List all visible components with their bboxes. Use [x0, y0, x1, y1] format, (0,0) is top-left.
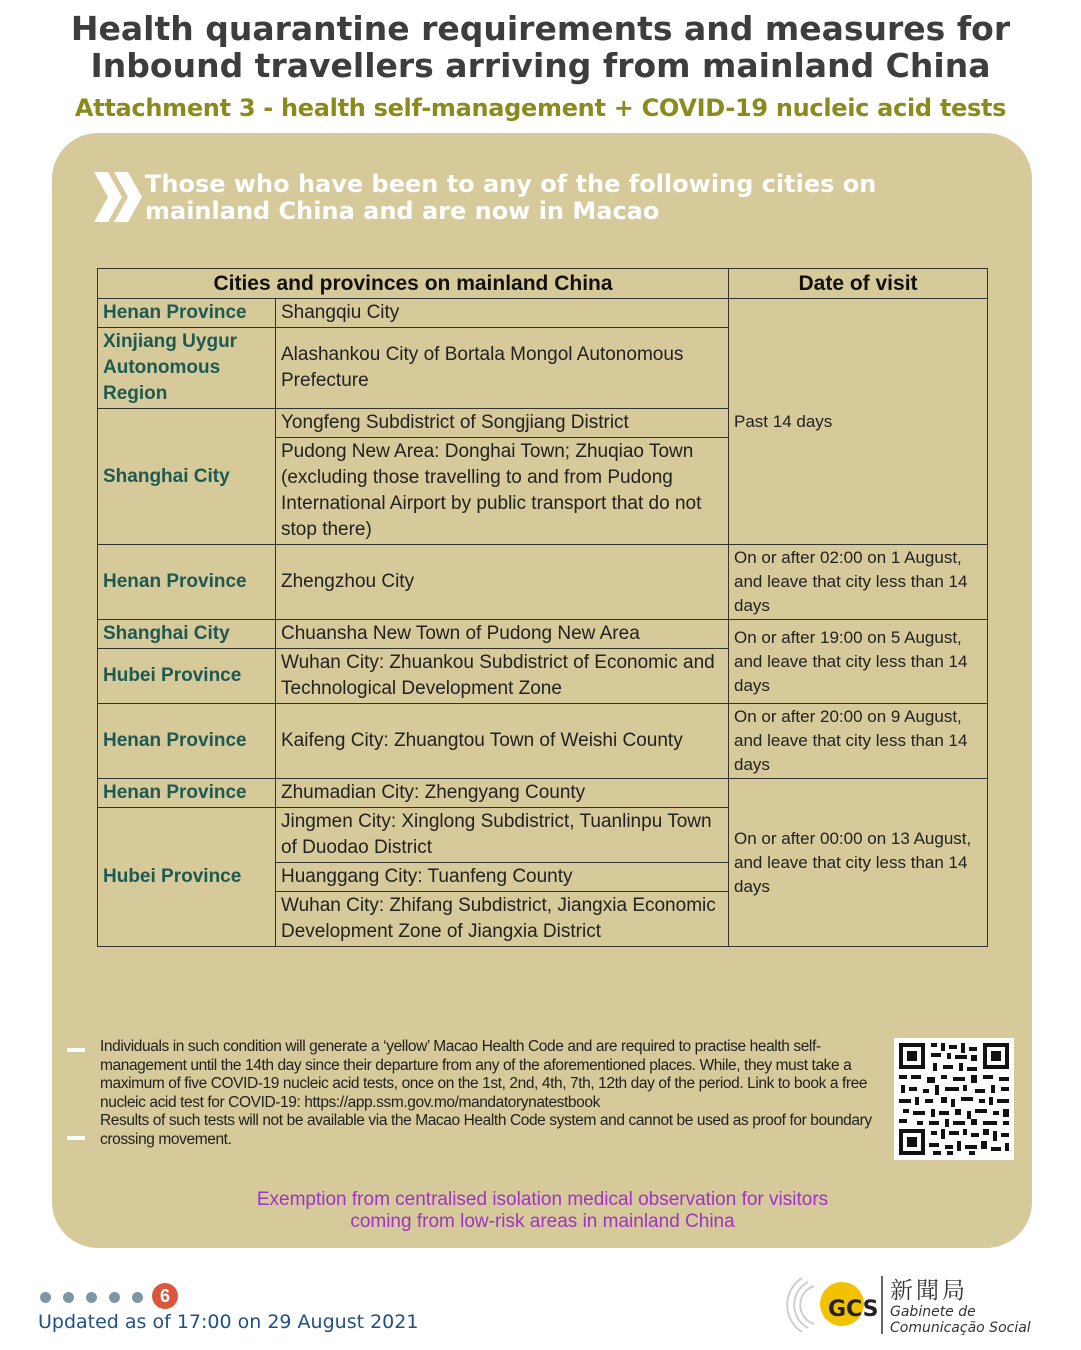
headline-line-1: Those who have been to any of the following cities on — [145, 170, 877, 198]
date-cell: Past 14 days — [729, 299, 988, 545]
city-cell: Wuhan City: Zhuankou Subdistrict of Economic and Technological Development Zone — [276, 649, 729, 704]
updated-timestamp: Updated as of 17:00 on 29 August 2021 — [38, 1311, 419, 1333]
table-row — [98, 704, 988, 779]
logo-portuguese-name — [890, 1304, 1031, 1336]
province-cell: Hubei Province — [98, 808, 276, 947]
province-cell: Shanghai City — [98, 620, 276, 649]
province-cell: Hubei Province — [98, 649, 276, 704]
city-cell: Chuansha New Town of Pudong New Area — [276, 620, 729, 649]
page-dot[interactable] — [40, 1292, 51, 1303]
city-cell: Huanggang City: Tuanfeng County — [276, 863, 729, 892]
province-cell: Shanghai City — [98, 409, 276, 545]
page-dot[interactable] — [132, 1292, 143, 1303]
city-cell: Alashankou City of Bortala Mongol Autonomous Prefecture — [276, 328, 729, 409]
province-cell: Henan Province — [98, 779, 276, 808]
notes — [100, 1038, 890, 1149]
double-chevron-icon — [92, 172, 144, 222]
title-line-1: Health quarantine requirements and measures for — [70, 9, 1011, 48]
header-cities: Cities and provinces on mainland China — [98, 269, 729, 299]
exemption-text — [0, 1189, 1081, 1233]
city-cell: Shangqiu City — [276, 299, 729, 328]
page-dot[interactable] — [86, 1292, 97, 1303]
province-cell: Henan Province — [98, 545, 276, 620]
city-cell: Pudong New Area: Donghai Town; Zhuqiao Town (excluding those travelling to and from Pudong International Airport by public transport that do not stop there) — [276, 438, 729, 545]
bullet-dash — [67, 1048, 85, 1052]
date-cell: On or after 02:00 on 1 August, and leave that city less than 14 days — [729, 545, 988, 620]
logo-pt-line-1: Gabinete de — [890, 1304, 976, 1320]
city-cell: Kaifeng City: Zhuangtou Town of Weishi County — [276, 704, 729, 779]
svg-text:GCS: GCS — [828, 1297, 879, 1322]
table-row — [98, 545, 988, 620]
table-row — [98, 779, 988, 808]
city-cell: Wuhan City: Zhifang Subdistrict, Jiangxia Economic Development Zone of Jiangxia District — [276, 892, 729, 947]
qr-code[interactable] — [894, 1038, 1014, 1160]
province-cell: Henan Province — [98, 299, 276, 328]
city-cell: Zhumadian City: Zhengyang County — [276, 779, 729, 808]
page-dot[interactable] — [109, 1292, 120, 1303]
page-dot[interactable] — [63, 1292, 74, 1303]
logo-chinese-name: 新聞局 — [890, 1278, 968, 1304]
cities-table — [97, 268, 988, 947]
table-row — [98, 620, 988, 649]
city-cell: Yongfeng Subdistrict of Songjiang District — [276, 409, 729, 438]
page-subtitle: Attachment 3 - health self-management + COVID-19 nucleic acid tests — [74, 94, 1007, 122]
exemption-line-1: Exemption from centralised isolation medical observation for visitors — [256, 1189, 829, 1210]
note-2: Results of such tests will not be available via the Macao Health Code system and cannot be used as proof for boundary crossing movement. — [100, 1112, 872, 1148]
date-cell: On or after 19:00 on 5 August, and leave that city less than 14 days — [729, 620, 988, 704]
note-1: Individuals in such condition will generate a ‘yellow’ Macao Health Code and are required to practise health self-management until the 14th day since their departure from any of the aforementioned places. While, they must take a maximum of five COVID-19 nucleic acid tests, once on the 1st, 2nd, 4th, 7th, 12th day of the period. Link to book a free nucleic acid test for COVID-19: https://app.ssm.gov.mo/mandatorynatestbook — [100, 1038, 868, 1111]
header-date: Date of visit — [729, 269, 988, 299]
bullet-dash — [67, 1136, 85, 1140]
table-row — [98, 299, 988, 328]
date-cell: On or after 00:00 on 13 August, and leave that city less than 14 days — [729, 779, 988, 947]
city-cell: Jingmen City: Xinglong Subdistrict, Tuanlinpu Town of Duodao District — [276, 808, 729, 863]
province-cell: Henan Province — [98, 704, 276, 779]
logo-pt-line-2: Comunicação Social — [890, 1320, 1031, 1336]
title-line-2: Inbound travellers arriving from mainland China — [90, 46, 991, 85]
city-cell: Zhengzhou City — [276, 545, 729, 620]
exemption-line-2: coming from low-risk areas in mainland China — [350, 1211, 735, 1232]
page-title — [0, 10, 1081, 84]
current-page-badge: 6 — [152, 1283, 178, 1309]
section-headline — [145, 171, 1005, 225]
province-cell: Xinjiang Uygur Autonomous Region — [98, 328, 276, 409]
headline-line-2: mainland China and are now in Macao — [145, 197, 660, 225]
table-header-row — [98, 269, 988, 299]
date-cell: On or after 20:00 on 9 August, and leave that city less than 14 days — [729, 704, 988, 779]
